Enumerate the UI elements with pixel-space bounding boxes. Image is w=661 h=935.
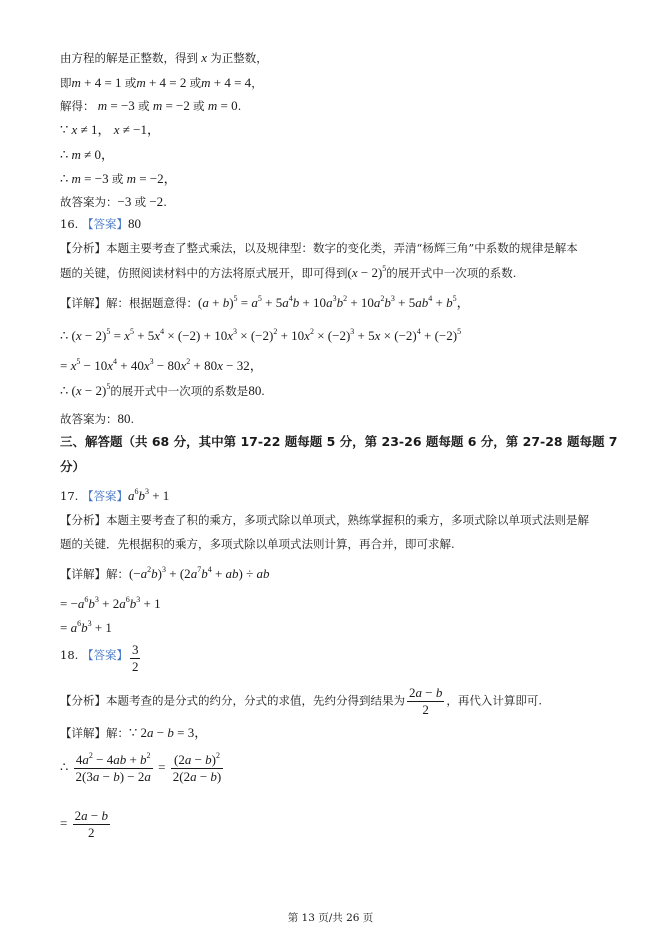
section-heading: 三、解答题（共 68 分，其中第 17-22 题每题 5 分，第 23-26 题每题 6 分，第 27-28 题每题 7 xyxy=(60,434,618,449)
q17-analysis-2: 题的关键．先根据积的乘方，多项式除以单项式法则计算，再合并，即可求解. xyxy=(60,537,455,551)
q16-answer: 16. 【答案】80 xyxy=(60,216,141,231)
text-line-7: 故答案为：−3 或 −2. xyxy=(60,194,167,209)
q18-detail-2: ∴ $\frac{4a^2 - 4ab + b^2}{2(3a - b) - 2a}$ = $\frac{(2a - b)^2}{2(2a - b)}$ xyxy=(60,751,222,784)
q18-answer: 18. 【答案】 $\frac{3}{2}$ xyxy=(60,642,139,674)
q17-detail-2: = $-a^6b^3 + 2a^6b^3 + 1$ xyxy=(60,595,161,611)
q16-detail-4: ∴ $(x - 2)^5$的展开式中一次项的系数是80. xyxy=(60,382,265,398)
q18-detail-3: = $\frac{2a - b}{2}$ xyxy=(60,808,108,840)
text-line-5: ∴ m ≠ 0， xyxy=(60,147,115,162)
text-line-1: 由方程的解是正整数，得到 x 为正整数， xyxy=(60,50,268,65)
text-line-3: 解得： m = −3 或 m = −2 或 m = 0. xyxy=(60,98,242,113)
q18-analysis: 【分析】本题考查的是分式的约分，分式的求值，先约分得到结果为 $\frac{2a - b}{2}$ ，再代入计算即可. xyxy=(60,685,542,717)
q16-detail-3: = $x^5 - 10x^4 + 40x^3 - 80x^2 + 80x - 32$， xyxy=(60,357,263,373)
q16-final: 故答案为：80. xyxy=(60,411,135,426)
q16-detail-1: 【详解】解：根据题意得：$(a + b)^5 = a^5 + 5a^4b + 10a^3b^2 + 10a^2b^3 + 5ab^4 + b^5$， xyxy=(60,294,470,310)
q16-detail-2: ∴ $(x - 2)^5 = x^5 + 5x^4 \times (-2) + 10x^3 \times (-2)^2 + 10x^2 \times (-2)^3 + 5x \times (-2)^4 + (-2)^5$ xyxy=(60,327,462,343)
q17-detail-1: 【详解】解：$(-a^2b)^3 + (2a^7b^4 + ab)$ ÷ ab xyxy=(60,565,270,581)
page-footer: 第 13 页/共 26 页 xyxy=(287,912,374,924)
q17-analysis-1: 【分析】本题主要考查了积的乘方，多项式除以单项式，熟练掌握积的乘方，多项式除以单项式法则是解 xyxy=(60,513,589,527)
text-line-2: 即m + 4 = 1 或m + 4 = 2 或m + 4 = 4， xyxy=(60,75,263,90)
text-line-4: ∵ x ≠ 1， x ≠ −1， xyxy=(60,122,160,137)
q16-analysis-2: 题的关键，仿照阅读材料中的方法将原式展开，即可得到$(x - 2)^5$的展开式中一次项的系数. xyxy=(60,264,517,280)
section-heading-cont: 分） xyxy=(60,459,86,474)
q16-analysis-1: 【分析】本题主要考查了整式乘法，以及规律型：数字的变化类，弄清“杨辉三角”中系数的规律是解本 xyxy=(60,241,578,255)
text-line-6: ∴ m = −3 或 m = −2， xyxy=(60,171,177,186)
q17-answer: 17. 【答案】$a^6b^3 + 1$ xyxy=(60,487,170,503)
q18-detail-1: 【详解】解：∵ 2a − b = 3， xyxy=(60,725,208,740)
q17-detail-3: = $a^6b^3 + 1$ xyxy=(60,619,112,635)
